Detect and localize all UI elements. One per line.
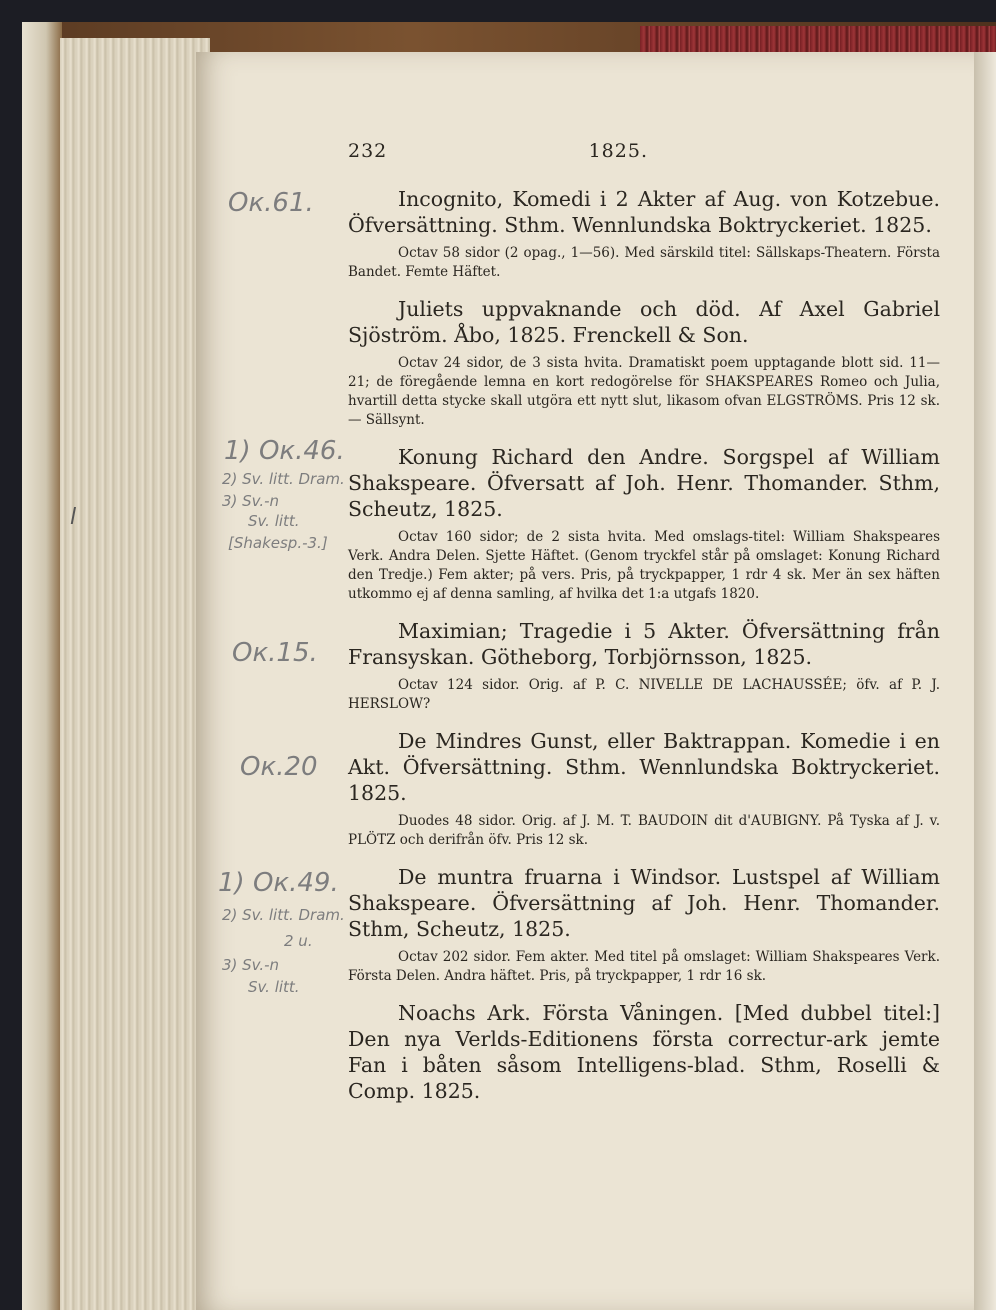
entry-description: Octav 202 sidor. Fem akter. Med titel på omslaget: William Shakspeares Verk. Första Delen. Andra häftet. Pris, på tryckpapper, 1 rdr 16 sk. [348, 949, 940, 984]
page-number: 232 [348, 140, 388, 162]
entry [348, 296, 940, 430]
entry-title: Incognito, Komedi i 2 Akter af Aug. von Kotzebue. Öfversättning. Sthm. Wennlundska Boktryckeriet. 1825. [348, 187, 940, 237]
running-header [348, 140, 648, 162]
annotation: Ок.61. [228, 188, 314, 218]
annotation: 3) Sv.-n [222, 492, 280, 510]
cover-edge [22, 22, 62, 1310]
entry-title: Noachs Ark. Första Våningen. [Med dubbel titel:] Den nya Verlds-Editionens första correctur-ark jemte Fan i båten såsom Intelligens-blad. Sthm, Roselli & Comp. 1825. [348, 1001, 940, 1103]
annotation: Sv. litt. [248, 978, 300, 996]
entry-title: De muntra fruarna i Windsor. Lustspel af William Shakspeare. Öfversättning af Joh. Henr. Thomander. Sthm, Scheutz, 1825. [348, 865, 940, 941]
annotation: 1) Ок.49. [218, 868, 339, 898]
entry-title: Juliets uppvaknande och död. Af Axel Gabriel Sjöström. Åbo, 1825. Frenckell & Son. [348, 297, 940, 347]
annotation: Sv. litt. [248, 512, 300, 530]
entry-description: Octav 24 sidor, de 3 sista hvita. Dramatiskt poem upptagande blott sid. 11—21; de föregående lemna en kort redogörelse för SHAKSPEARES Romeo och Julia, hvartill detta stycke skall utgöra ett nytt slut, likasom ofvan ELGSTRÖMS. Pris 12 sk. — Sällsynt. [348, 355, 940, 428]
entry-description: Octav 58 sidor (2 opag., 1—56). Med särskild titel: Sällskaps-Theatern. Första Bandet. Femte Häftet. [348, 245, 940, 280]
margin-mark: l [70, 505, 77, 530]
entry-title: Maximian; Tragedie i 5 Akter. Öfversättning från Fransyskan. Götheborg, Torbjörnsson, 1825. [348, 619, 940, 669]
entry-title: Konung Richard den Andre. Sorgspel af William Shakspeare. Öfversatt af Joh. Henr. Thomander. Sthm, Scheutz, 1825. [348, 445, 940, 521]
annotation: 2 u. [284, 932, 313, 950]
entry [348, 618, 940, 714]
entry-description: Duodes 48 sidor. Orig. af J. M. T. BAUDOIN dit d'AUBIGNY. På Tyska af J. v. PLÖTZ och derifrån öfv. Pris 12 sk. [348, 813, 940, 848]
text-block [348, 140, 940, 1118]
entry [348, 1000, 940, 1104]
entry [348, 444, 940, 604]
entry [348, 728, 940, 850]
headband [640, 26, 996, 52]
entry [348, 864, 940, 986]
entry [348, 186, 940, 282]
entry-title: De Mindres Gunst, eller Baktrappan. Komedie i en Akt. Öfversättning. Sthm. Wennlundska Boktryckeriet. 1825. [348, 729, 940, 805]
entry-description: Octav 124 sidor. Orig. af P. C. NIVELLE DE LACHAUSSÉE; öfv. af P. J. HERSLOW? [348, 677, 940, 712]
entry-description: Octav 160 sidor; de 2 sista hvita. Med omslags-titel: William Shakspeares Verk. Andra Delen. Sjette Häftet. (Genom tryckfel står på omslaget: Konung Richard den Tredje.) Fem akter; på vers. Pris, på tryckpapper, 1 rdr 4 sk. Mer än sex häften utkommo ej af denna samling, af hvilka det 1:a utgafs 1820. [348, 529, 940, 602]
annotation: Ок.15. [232, 638, 318, 668]
annotation: 1) Ок.46. [224, 436, 345, 466]
annotation: Ок.20 [240, 752, 318, 782]
header-year: 1825. [588, 140, 648, 162]
annotation: 2) Sv. litt. Dram. [222, 906, 345, 924]
page-stack [60, 38, 210, 1310]
annotation: 3) Sv.-n [222, 956, 280, 974]
page-right-edge [974, 52, 996, 1310]
annotation: [Shakesp.-3.] [228, 534, 328, 552]
annotation: 2) Sv. litt. Dram. [222, 470, 345, 488]
